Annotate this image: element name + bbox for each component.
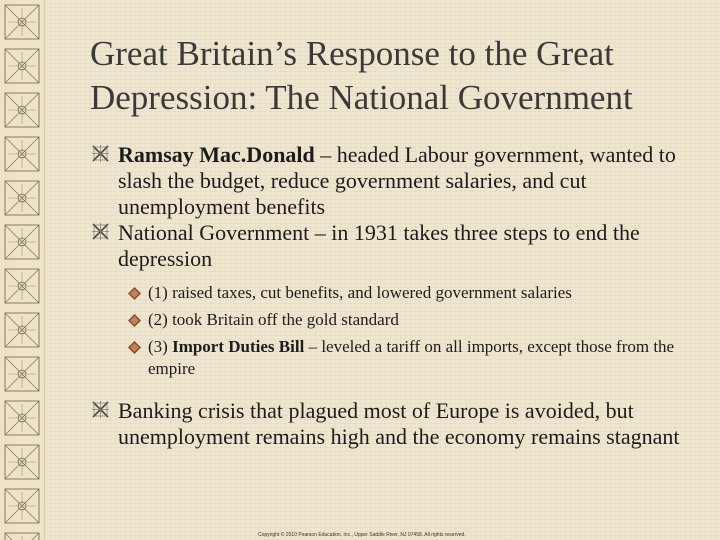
sub-bullet-bold-text: Import Duties Bill: [172, 337, 305, 356]
sub-bullet-item: [92, 309, 702, 331]
diamond-icon: [128, 341, 141, 354]
diamond-icon: [128, 314, 141, 327]
bullet-list: [92, 142, 702, 450]
bullet-item: [92, 142, 702, 220]
sub-bullet-item: [92, 336, 702, 380]
copyright-footer: Copyright © 2010 Pearson Education, Inc., Upper Saddle River, NJ 07458. All rights reserved.: [258, 532, 466, 538]
sub-bullet-text: (3): [148, 337, 173, 356]
diamond-icon: [128, 287, 141, 300]
bullet-bold-text: Ramsay Mac.Donald: [118, 142, 315, 167]
title-line-1: Great Britain’s Response to the Great: [90, 34, 614, 73]
ornament-border: [0, 0, 45, 540]
title-line-2: Depression: The National Government: [90, 78, 633, 117]
bullet-item: [92, 398, 702, 450]
sub-bullet-text: (2) took Britain off the gold standard: [148, 310, 399, 329]
bullet-text: Banking crisis that plagued most of Europe is avoided, but unemployment remains high and the economy remains stagnant: [118, 398, 680, 449]
bullet-text: National Government – in 1931 takes three steps to end the depression: [118, 220, 640, 271]
sub-bullet-list: [92, 282, 702, 380]
star-cross-icon: [92, 145, 109, 162]
slide-title: [90, 32, 690, 120]
sub-bullet-item: [92, 282, 702, 304]
star-cross-icon: [92, 223, 109, 240]
bullet-text: – headed Labour government, wanted to slash the budget, reduce government salaries, and cut unemployment benefits: [118, 142, 676, 219]
bullet-item: [92, 220, 702, 272]
sub-bullet-text: (1) raised taxes, cut benefits, and lowered government salaries: [148, 283, 572, 302]
sub-bullet-text: – leveled a tariff on all imports, except those from the empire: [148, 337, 675, 378]
star-cross-icon: [92, 401, 109, 418]
